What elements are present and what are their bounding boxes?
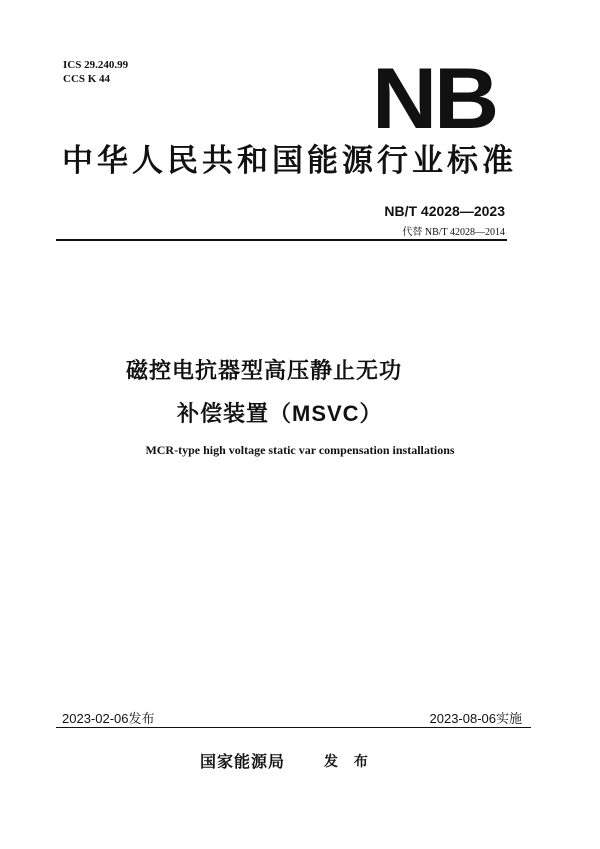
standard-logo: NB [372,51,497,147]
header-divider [56,239,507,241]
organization-title: 中华人民共和国能源行业标准 [62,143,517,179]
title-cn-line2: 补偿装置（MSVC） [177,401,383,426]
issuer-name: 国家能源局 [200,754,286,771]
title-en: MCR-type high voltage static var compensation installations [145,443,455,457]
title-cn-line1: 磁控电抗器型高压静止无功 [126,358,403,383]
publish-date: 2023-02-06发布 [62,711,155,726]
standard-number: NB/T 42028—2023 [384,203,505,219]
footer-divider [56,727,531,728]
ics-code: ICS 29.240.99 [63,59,129,71]
replaces-standard: 代替 NB/T 42028—2014 [402,227,505,238]
issuer-verb: 发 布 [324,753,374,769]
ccs-code: CCS K 44 [63,73,111,85]
implement-date: 2023-08-06实施 [429,711,522,726]
